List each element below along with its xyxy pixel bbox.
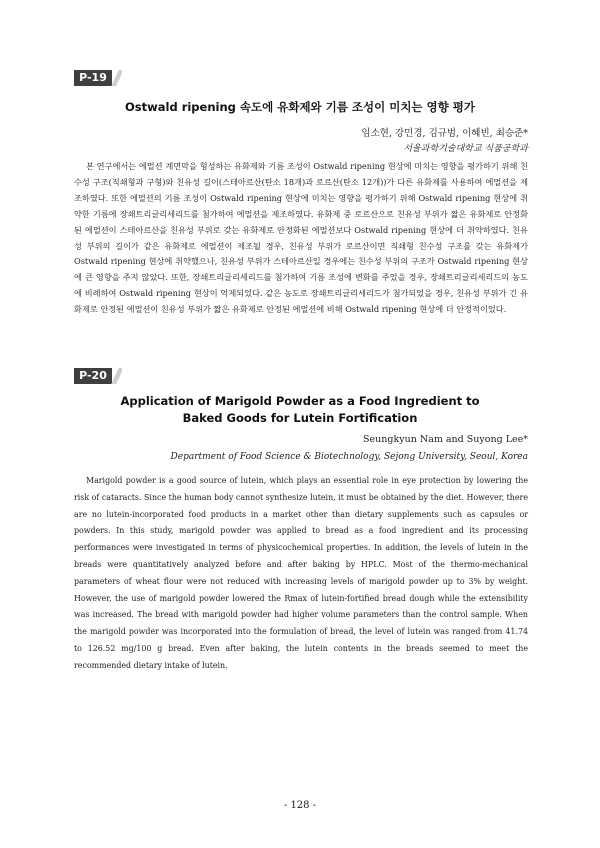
page-number: - 128 - (283, 800, 317, 811)
abstract-body: Marigold powder is a good source of lutein, which plays an essential role in eye protection by lowering the risk of cataracts. Since the human body cannot synthesize lutein, it must be obtained by the diet. However, there are no lutein-incorporated food products in a market other than dietary supplements such as capsules or powders. In this study, marigold powder was applied to bread as a food ingredient and its processing performances were investigated in terms of physicochemical properties. In addition, the levels of lutein in the breads were quantitatively analyzed before and after baking by HPLC. Most of the thermo-mechanical parameters of wheat flour were not reduced with increasing levels of marigold powder up to 3% by weight. However, the use of marigold powder lowered the Rmax of lutein-fortified bread dough while the extensibility was increased. The bread with marigold powder had higher volume parameters than the control sample. When the marigold powder was incorporated into the formulation of bread, the level of lutein was ranged from 41.74 to 126.52 mg/100 g bread. Even after baking, the lutein contents in the breads seemed to meet the recommended dietary intake of lutein. (74, 476, 528, 670)
abstract-affiliation: Department of Food Science & Biotechnology, Sejong University, Seoul, Korea (170, 452, 528, 462)
abstract-code: P-20 (74, 368, 112, 384)
badge-decoration (110, 70, 122, 86)
abstract-code-badge (74, 368, 118, 384)
abstract-affiliation: 서울과학기술대학교 식품공학과 (403, 144, 528, 154)
abstract-title-line-1: Application of Marigold Powder as a Food Ingredient to (120, 394, 480, 408)
abstract-code-badge (74, 70, 118, 86)
abstract-authors: 임소현, 강민경, 김규범, 이혜빈, 최승준* (361, 128, 528, 139)
abstract-body: 본 연구에서는 에멀션 계면막을 형성하는 유화제와 기름 조성이 Ostwald ripening 현상에 미치는 영향을 평가하기 위해 친수성 구조(직쇄형과 구형)와 친유성 길이(스테아르산(탄소 18개)과 로르산(탄소 12개))가 다른 유화제를 사용하여 에멀션을 제조하였다. 또한 에멀션의 기름 조성이 Ostwald ripening 현상에 미치는 영향을 평가하기 위해 Ostwald ripening 현상에 취약한 기름에 장쇄트리글리세리드를 첨가하여 에멀션을 제조하였다. 유화제 중 로르산으로 친유성 부위가 짧은 유화제로 안정화된 에멀션이 스테아르산을 친유성 부위로 갖는 유화제로 안정화된 에멀션보다 Ostwald ripening 현상에 더 취약하였다. 친유성 부위의 길이가 같은 유화제로 에멀션이 제조될 경우, 친유성 부위가 로르산이면 직쇄형 친수성 구조를 갖는 유화제가 Ostwald ripening 현상에 취약했으나, 친유성 부위가 스테아르산일 경우에는 친수성 부위의 구조가 Ostwald ripening 현상에 큰 영향을 주지 않았다. 또한, 장쇄트리글리세리드를 첨가하여 기름 조성에 변화를 주었을 경우, 장쇄트리글리세리드의 농도에 비례하여 Ostwald ripening 현상이 억제되었다. 같은 농도로 장쇄트리글리세리드가 첨가되었을 경우, 친유성 부위가 긴 유화제로 안정된 에멀션이 친유성 부위가 짧은 유화제로 안정된 에멀션에 비해 Ostwald ripening 현상에 더 안정적이었다. (74, 161, 528, 315)
abstract-title: Ostwald ripening 속도에 유화제와 기름 조성이 미치는 영향 평가 (125, 100, 475, 114)
abstract-authors: Seungkyun Nam and Suyong Lee* (363, 434, 528, 445)
badge-decoration (110, 368, 122, 384)
abstract-code: P-19 (74, 70, 112, 86)
abstract-title-line-2: Baked Goods for Lutein Fortification (182, 411, 418, 425)
